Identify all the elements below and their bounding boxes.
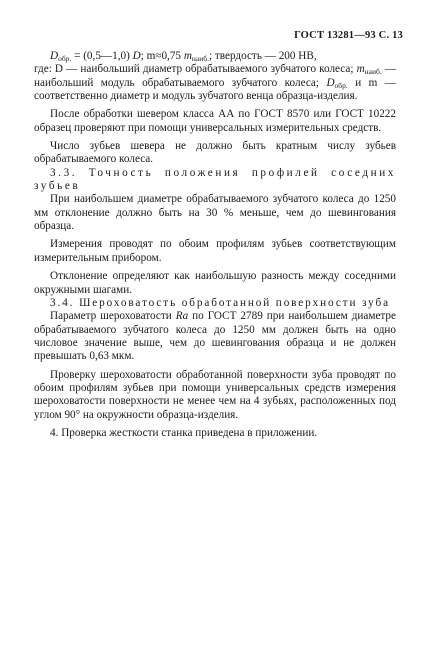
section-4-paragraph: 4. Проверка жесткости станка приведена в приложении. (50, 426, 318, 439)
where-intro: где: (34, 63, 55, 76)
paragraph-after-shaving: После обработки шевером класса АА по ГОСТ 8570 или ГОСТ 10222 образец проверяют при помощи универсальных измерительных средств. (34, 108, 396, 134)
where-do-definition: и m — соответственно диаметр и модуль зубчатого венца образца-изделия. (34, 76, 396, 103)
where-m-subscript: наиб. (364, 67, 382, 77)
where-do-symbol: D (326, 76, 335, 89)
paragraph-teeth-count: Число зубьев шевера не должно быть кратным числу зубьев обрабатываемого колеса. (34, 140, 396, 166)
formula-m-subscript: наиб. (191, 54, 209, 63)
where-d-definition: D — наибольший диаметр обрабатываемого зубчатого колеса; (54, 63, 354, 76)
where-m-symbol: m (356, 63, 365, 76)
section-3-4-title: 3.4. Шероховатость обработанной поверхности зуба (50, 296, 390, 309)
running-header: ГОСТ 13281—93 С. 13 (294, 30, 403, 41)
section-3-4-paragraph-2: Проверку шероховатости обработанной поверхности зуба проводят по обоим профилям зубьев при помощи универсальных средств измерения шероховатости поверхности не менее чем на 4 зубьях, расположенных под углом 90° на окружности образца-изделия. (34, 368, 396, 421)
formula-d-variable: D (132, 50, 141, 62)
roughness-requirement: по ГОСТ 2789 при наибольшем диаметре обрабатываемого зубчатого колеса до 1250 мм должен быть на одно числовое значение выше, чем до шевингования образца и не должен превышать 0,63 мкм. (34, 310, 396, 363)
formula-m-symbol: m (183, 50, 192, 62)
formula-d-subscript: обр. (58, 54, 72, 63)
where-m-definition: — наибольший модуль обрабатываемого зубчатого колеса; (34, 63, 397, 89)
body-text (34, 50, 396, 440)
roughness-intro: Параметр шероховатости (50, 310, 176, 323)
where-do-subscript: обр. (334, 80, 348, 90)
roughness-parameter-ra: Ra (175, 310, 189, 323)
formula-m-expression: ; m≈0,75 (140, 50, 184, 62)
section-3-4-paragraph-1 (34, 310, 396, 363)
section-3-3-paragraph-2: Измерения проводят по обоим профилям зубьев соответствующим измерительным прибором. (34, 238, 396, 264)
formula-hardness: ; твердость — 200 HB, (208, 50, 317, 62)
where-definitions (34, 63, 396, 103)
formula-d-expression: = (0,5—1,0) (71, 50, 133, 62)
section-3-3-paragraph-3: Отклонение определяют как наибольшую разность между соседними окружными шагами. (34, 270, 396, 296)
section-3-3-paragraph-1: При наибольшем диаметре обрабатываемого зубчатого колеса до 1250 мм отклонение должно быть на 30 % меньше, чем до шевингования образца. (34, 193, 396, 233)
formula-d-symbol: D (50, 50, 59, 62)
formula-line (34, 50, 396, 63)
section-3-3-title: 3.3. Точность положения профилей соседних зубьев (34, 166, 396, 193)
